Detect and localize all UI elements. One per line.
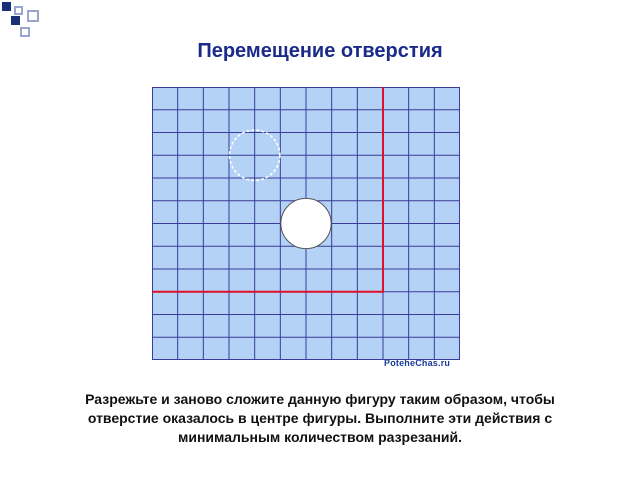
corner-decoration [0, 0, 50, 40]
hole [281, 198, 331, 248]
slide-title: Перемещение отверстия [197, 40, 443, 62]
grid-figure [152, 87, 460, 360]
instruction-text: Разрежьте и заново сложите данную фигуру таким образом, чтобы отверстие оказалось в центре фигуры. Выполните эти действия с минимальным количеством разрезаний. [85, 391, 555, 445]
grid-svg [152, 87, 460, 360]
watermark: PoteheChas.ru [384, 358, 451, 368]
